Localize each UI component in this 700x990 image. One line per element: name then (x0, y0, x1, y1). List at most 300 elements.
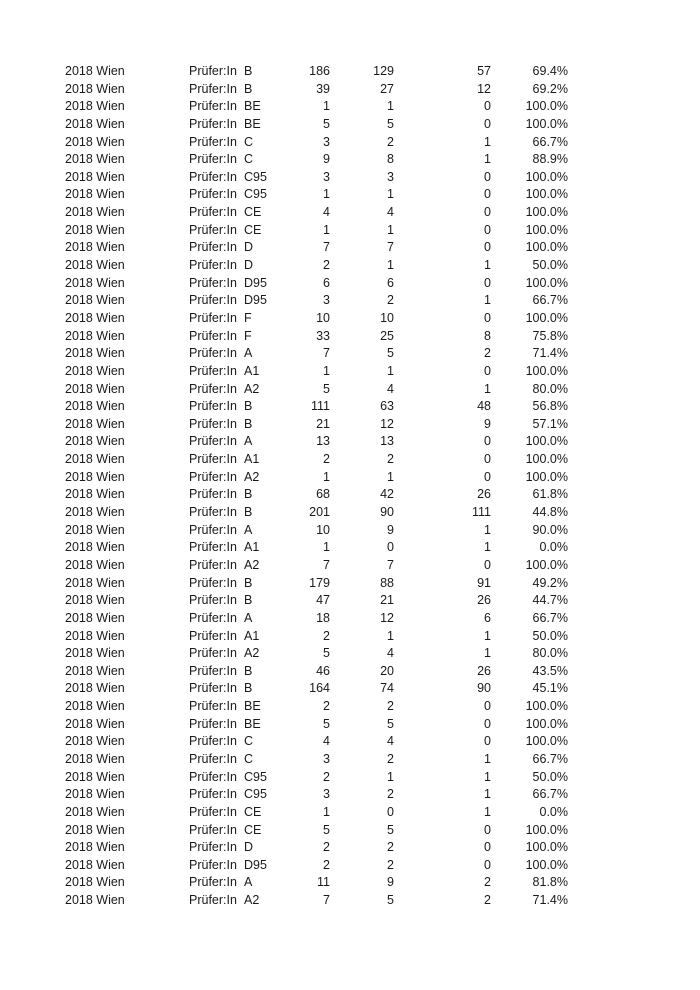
table-row (0, 239, 700, 257)
total-count-cell: 1 (323, 469, 330, 484)
failed-count-cell: 0 (484, 716, 491, 731)
year-location-cell: 2018 Wien (65, 152, 125, 167)
total-count-cell: 5 (323, 646, 330, 661)
year-location-cell: 2018 Wien (65, 522, 125, 537)
license-class-cell: CE (244, 804, 262, 819)
table-row (0, 786, 700, 804)
table-row (0, 874, 700, 892)
examiner-cell: Prüfer:In (189, 575, 237, 590)
total-count-cell: 2 (323, 628, 330, 643)
table-row (0, 892, 700, 910)
license-class-cell: B (244, 399, 253, 414)
passed-count-cell: 1 (387, 628, 394, 643)
passed-count-cell: 8 (387, 152, 394, 167)
total-count-cell: 111 (310, 399, 330, 414)
license-class-cell: C (244, 751, 254, 766)
passed-count-cell: 74 (380, 681, 394, 696)
year-location-cell: 2018 Wien (65, 593, 125, 608)
total-count-cell: 7 (323, 240, 330, 255)
year-location-cell: 2018 Wien (65, 787, 125, 802)
passed-count-cell: 5 (387, 346, 394, 361)
examiner-cell: Prüfer:In (189, 540, 237, 555)
passed-count-cell: 4 (387, 646, 394, 661)
table-row (0, 222, 700, 240)
total-count-cell: 47 (316, 593, 330, 608)
examiner-cell: Prüfer:In (189, 699, 237, 714)
table-row (0, 663, 700, 681)
total-count-cell: 2 (323, 857, 330, 872)
license-class-cell: B (244, 81, 253, 96)
failed-count-cell: 57 (477, 64, 491, 78)
examiner-cell: Prüfer:In (189, 522, 237, 537)
total-count-cell: 3 (323, 751, 330, 766)
pass-rate-cell: 100.0% (525, 434, 568, 449)
pass-rate-cell: 0.0% (539, 540, 568, 555)
failed-count-cell: 0 (484, 857, 491, 872)
table-row (0, 310, 700, 328)
failed-count-cell: 0 (484, 840, 491, 855)
pass-rate-cell: 100.0% (525, 187, 568, 202)
year-location-cell: 2018 Wien (65, 116, 125, 131)
year-location-cell: 2018 Wien (65, 81, 125, 96)
pass-rate-cell: 49.2% (532, 575, 568, 590)
examiner-cell: Prüfer:In (189, 258, 237, 273)
examiner-cell: Prüfer:In (189, 557, 237, 572)
failed-count-cell: 0 (484, 116, 491, 131)
table-row (0, 186, 700, 204)
license-class-cell: B (244, 416, 253, 431)
table-row (0, 733, 700, 751)
total-count-cell: 3 (323, 134, 330, 149)
total-count-cell: 2 (323, 452, 330, 467)
table-row (0, 116, 700, 134)
passed-count-cell: 2 (387, 840, 394, 855)
year-location-cell: 2018 Wien (65, 557, 125, 572)
total-count-cell: 7 (323, 346, 330, 361)
table-row (0, 345, 700, 363)
license-class-cell: B (244, 575, 253, 590)
license-class-cell: BE (244, 99, 261, 114)
table-row (0, 751, 700, 769)
total-count-cell: 1 (323, 99, 330, 114)
table-row (0, 716, 700, 734)
failed-count-cell: 0 (484, 275, 491, 290)
table-row (0, 575, 700, 593)
failed-count-cell: 91 (477, 575, 491, 590)
license-class-cell: D (244, 258, 254, 273)
passed-count-cell: 1 (387, 469, 394, 484)
failed-count-cell: 2 (484, 893, 491, 908)
passed-count-cell: 2 (387, 293, 394, 308)
total-count-cell: 10 (316, 522, 330, 537)
failed-count-cell: 12 (477, 81, 491, 96)
table-row (0, 98, 700, 116)
passed-count-cell: 12 (380, 610, 394, 625)
license-class-cell: A (244, 875, 253, 890)
passed-count-cell: 1 (387, 258, 394, 273)
license-class-cell: B (244, 487, 253, 502)
passed-count-cell: 4 (387, 205, 394, 220)
pass-rate-cell: 100.0% (525, 699, 568, 714)
year-location-cell: 2018 Wien (65, 381, 125, 396)
passed-count-cell: 7 (387, 557, 394, 572)
license-class-cell: A2 (244, 381, 260, 396)
exam-results-table (0, 63, 700, 910)
license-class-cell: A2 (244, 469, 260, 484)
table-row (0, 645, 700, 663)
passed-count-cell: 3 (387, 169, 394, 184)
failed-count-cell: 48 (477, 399, 491, 414)
examiner-cell: Prüfer:In (189, 363, 237, 378)
passed-count-cell: 2 (387, 134, 394, 149)
table-row (0, 63, 700, 81)
table-row (0, 680, 700, 698)
failed-count-cell: 1 (484, 293, 491, 308)
pass-rate-cell: 100.0% (525, 840, 568, 855)
total-count-cell: 1 (323, 804, 330, 819)
year-location-cell: 2018 Wien (65, 575, 125, 590)
examiner-cell: Prüfer:In (189, 751, 237, 766)
examiner-cell: Prüfer:In (189, 399, 237, 414)
license-class-cell: C95 (244, 787, 267, 802)
year-location-cell: 2018 Wien (65, 822, 125, 837)
examiner-cell: Prüfer:In (189, 416, 237, 431)
pass-rate-cell: 88.9% (532, 152, 568, 167)
passed-count-cell: 88 (380, 575, 394, 590)
table-row (0, 257, 700, 275)
examiner-cell: Prüfer:In (189, 328, 237, 343)
passed-count-cell: 1 (387, 222, 394, 237)
failed-count-cell: 0 (484, 205, 491, 220)
failed-count-cell: 26 (477, 663, 491, 678)
pass-rate-cell: 80.0% (532, 381, 568, 396)
total-count-cell: 6 (323, 275, 330, 290)
passed-count-cell: 129 (373, 64, 394, 78)
passed-count-cell: 27 (380, 81, 394, 96)
failed-count-cell: 1 (484, 787, 491, 802)
table-row (0, 134, 700, 152)
passed-count-cell: 1 (387, 99, 394, 114)
license-class-cell: A (244, 346, 253, 361)
license-class-cell: B (244, 64, 253, 78)
total-count-cell: 3 (323, 169, 330, 184)
year-location-cell: 2018 Wien (65, 399, 125, 414)
examiner-cell: Prüfer:In (189, 346, 237, 361)
pass-rate-cell: 69.2% (532, 81, 568, 96)
examiner-cell: Prüfer:In (189, 663, 237, 678)
examiner-cell: Prüfer:In (189, 469, 237, 484)
examiner-cell: Prüfer:In (189, 593, 237, 608)
examiner-cell: Prüfer:In (189, 628, 237, 643)
pass-rate-cell: 69.4% (532, 64, 568, 78)
failed-count-cell: 6 (484, 610, 491, 625)
year-location-cell: 2018 Wien (65, 169, 125, 184)
table-row (0, 363, 700, 381)
year-location-cell: 2018 Wien (65, 134, 125, 149)
total-count-cell: 186 (309, 64, 330, 78)
table-row (0, 275, 700, 293)
license-class-cell: BE (244, 699, 261, 714)
year-location-cell: 2018 Wien (65, 540, 125, 555)
license-class-cell: A2 (244, 557, 260, 572)
examiner-cell: Prüfer:In (189, 646, 237, 661)
license-class-cell: C95 (244, 187, 267, 202)
total-count-cell: 33 (316, 328, 330, 343)
failed-count-cell: 2 (484, 875, 491, 890)
failed-count-cell: 0 (484, 557, 491, 572)
pass-rate-cell: 66.7% (532, 751, 568, 766)
year-location-cell: 2018 Wien (65, 452, 125, 467)
examiner-cell: Prüfer:In (189, 310, 237, 325)
license-class-cell: C95 (244, 769, 267, 784)
failed-count-cell: 0 (484, 699, 491, 714)
examiner-cell: Prüfer:In (189, 240, 237, 255)
pass-rate-cell: 75.8% (532, 328, 568, 343)
examiner-cell: Prüfer:In (189, 505, 237, 520)
table-row (0, 469, 700, 487)
year-location-cell: 2018 Wien (65, 681, 125, 696)
license-class-cell: CE (244, 222, 262, 237)
passed-count-cell: 25 (380, 328, 394, 343)
pass-rate-cell: 100.0% (525, 716, 568, 731)
total-count-cell: 18 (316, 610, 330, 625)
failed-count-cell: 0 (484, 169, 491, 184)
pass-rate-cell: 61.8% (532, 487, 568, 502)
failed-count-cell: 1 (484, 522, 491, 537)
failed-count-cell: 0 (484, 434, 491, 449)
license-class-cell: A1 (244, 628, 260, 643)
year-location-cell: 2018 Wien (65, 310, 125, 325)
examiner-cell: Prüfer:In (189, 205, 237, 220)
passed-count-cell: 1 (387, 363, 394, 378)
examiner-cell: Prüfer:In (189, 804, 237, 819)
license-class-cell: A (244, 610, 253, 625)
year-location-cell: 2018 Wien (65, 434, 125, 449)
pass-rate-cell: 66.7% (532, 293, 568, 308)
pass-rate-cell: 44.8% (532, 505, 568, 520)
table-row (0, 539, 700, 557)
table-row (0, 204, 700, 222)
examiner-cell: Prüfer:In (189, 116, 237, 131)
passed-count-cell: 2 (387, 787, 394, 802)
license-class-cell: F (244, 328, 252, 343)
examiner-cell: Prüfer:In (189, 716, 237, 731)
year-location-cell: 2018 Wien (65, 346, 125, 361)
passed-count-cell: 10 (380, 310, 394, 325)
year-location-cell: 2018 Wien (65, 240, 125, 255)
failed-count-cell: 0 (484, 469, 491, 484)
year-location-cell: 2018 Wien (65, 716, 125, 731)
table-row (0, 610, 700, 628)
table-row (0, 381, 700, 399)
total-count-cell: 5 (323, 822, 330, 837)
pass-rate-cell: 100.0% (525, 240, 568, 255)
passed-count-cell: 42 (380, 487, 394, 502)
table-row (0, 292, 700, 310)
passed-count-cell: 12 (380, 416, 394, 431)
passed-count-cell: 13 (380, 434, 394, 449)
failed-count-cell: 9 (484, 416, 491, 431)
pass-rate-cell: 100.0% (525, 275, 568, 290)
license-class-cell: BE (244, 716, 261, 731)
examiner-cell: Prüfer:In (189, 134, 237, 149)
year-location-cell: 2018 Wien (65, 804, 125, 819)
failed-count-cell: 0 (484, 363, 491, 378)
total-count-cell: 4 (323, 205, 330, 220)
examiner-cell: Prüfer:In (189, 769, 237, 784)
total-count-cell: 10 (316, 310, 330, 325)
pass-rate-cell: 81.8% (532, 875, 568, 890)
total-count-cell: 2 (323, 699, 330, 714)
pass-rate-cell: 80.0% (532, 646, 568, 661)
license-class-cell: A1 (244, 540, 260, 555)
total-count-cell: 1 (323, 363, 330, 378)
pass-rate-cell: 100.0% (525, 469, 568, 484)
pass-rate-cell: 0.0% (539, 804, 568, 819)
failed-count-cell: 1 (484, 381, 491, 396)
total-count-cell: 7 (323, 893, 330, 908)
failed-count-cell: 0 (484, 822, 491, 837)
license-class-cell: B (244, 681, 253, 696)
total-count-cell: 164 (309, 681, 330, 696)
pass-rate-cell: 90.0% (532, 522, 568, 537)
pass-rate-cell: 100.0% (525, 734, 568, 749)
license-class-cell: B (244, 663, 253, 678)
failed-count-cell: 2 (484, 346, 491, 361)
pass-rate-cell: 100.0% (525, 222, 568, 237)
passed-count-cell: 0 (387, 540, 394, 555)
examiner-cell: Prüfer:In (189, 487, 237, 502)
year-location-cell: 2018 Wien (65, 416, 125, 431)
examiner-cell: Prüfer:In (189, 822, 237, 837)
year-location-cell: 2018 Wien (65, 769, 125, 784)
total-count-cell: 3 (323, 293, 330, 308)
year-location-cell: 2018 Wien (65, 64, 125, 78)
license-class-cell: D (244, 240, 254, 255)
license-class-cell: C (244, 734, 254, 749)
passed-count-cell: 5 (387, 893, 394, 908)
passed-count-cell: 2 (387, 857, 394, 872)
examiner-cell: Prüfer:In (189, 893, 237, 908)
examiner-cell: Prüfer:In (189, 734, 237, 749)
year-location-cell: 2018 Wien (65, 663, 125, 678)
examiner-cell: Prüfer:In (189, 681, 237, 696)
year-location-cell: 2018 Wien (65, 222, 125, 237)
year-location-cell: 2018 Wien (65, 328, 125, 343)
passed-count-cell: 9 (387, 875, 394, 890)
total-count-cell: 9 (323, 152, 330, 167)
table-row (0, 628, 700, 646)
failed-count-cell: 1 (484, 152, 491, 167)
total-count-cell: 201 (309, 505, 330, 520)
examiner-cell: Prüfer:In (189, 99, 237, 114)
pass-rate-cell: 100.0% (525, 169, 568, 184)
failed-count-cell: 1 (484, 540, 491, 555)
table-row (0, 169, 700, 187)
passed-count-cell: 63 (380, 399, 394, 414)
year-location-cell: 2018 Wien (65, 857, 125, 872)
table-row (0, 416, 700, 434)
examiner-cell: Prüfer:In (189, 81, 237, 96)
pass-rate-cell: 100.0% (525, 99, 568, 114)
passed-count-cell: 4 (387, 381, 394, 396)
license-class-cell: BE (244, 116, 261, 131)
failed-count-cell: 0 (484, 187, 491, 202)
pass-rate-cell: 57.1% (532, 416, 568, 431)
pass-rate-cell: 100.0% (525, 310, 568, 325)
examiner-cell: Prüfer:In (189, 840, 237, 855)
pass-rate-cell: 50.0% (532, 769, 568, 784)
license-class-cell: A1 (244, 363, 260, 378)
table-row (0, 769, 700, 787)
failed-count-cell: 1 (484, 804, 491, 819)
total-count-cell: 3 (323, 787, 330, 802)
pass-rate-cell: 45.1% (532, 681, 568, 696)
table-row (0, 839, 700, 857)
table-row (0, 822, 700, 840)
total-count-cell: 7 (323, 557, 330, 572)
failed-count-cell: 111 (471, 505, 491, 520)
passed-count-cell: 1 (387, 769, 394, 784)
passed-count-cell: 1 (387, 187, 394, 202)
passed-count-cell: 90 (380, 505, 394, 520)
total-count-cell: 13 (316, 434, 330, 449)
examiner-cell: Prüfer:In (189, 187, 237, 202)
examiner-cell: Prüfer:In (189, 610, 237, 625)
examiner-cell: Prüfer:In (189, 169, 237, 184)
examiner-cell: Prüfer:In (189, 434, 237, 449)
pass-rate-cell: 100.0% (525, 363, 568, 378)
pass-rate-cell: 100.0% (525, 205, 568, 220)
passed-count-cell: 7 (387, 240, 394, 255)
table-row (0, 522, 700, 540)
license-class-cell: D95 (244, 293, 267, 308)
total-count-cell: 1 (323, 187, 330, 202)
passed-count-cell: 5 (387, 116, 394, 131)
license-class-cell: D (244, 840, 254, 855)
pass-rate-cell: 100.0% (525, 452, 568, 467)
passed-count-cell: 4 (387, 734, 394, 749)
license-class-cell: A (244, 522, 253, 537)
license-class-cell: C (244, 152, 254, 167)
passed-count-cell: 6 (387, 275, 394, 290)
pass-rate-cell: 100.0% (525, 857, 568, 872)
license-class-cell: A2 (244, 646, 260, 661)
pass-rate-cell: 100.0% (525, 116, 568, 131)
year-location-cell: 2018 Wien (65, 487, 125, 502)
pass-rate-cell: 56.8% (532, 399, 568, 414)
year-location-cell: 2018 Wien (65, 99, 125, 114)
examiner-cell: Prüfer:In (189, 787, 237, 802)
failed-count-cell: 26 (477, 487, 491, 502)
passed-count-cell: 0 (387, 804, 394, 819)
failed-count-cell: 0 (484, 99, 491, 114)
table-row (0, 398, 700, 416)
total-count-cell: 21 (316, 416, 330, 431)
license-class-cell: A1 (244, 452, 260, 467)
examiner-cell: Prüfer:In (189, 222, 237, 237)
passed-count-cell: 9 (387, 522, 394, 537)
total-count-cell: 39 (316, 81, 330, 96)
table-row (0, 328, 700, 346)
year-location-cell: 2018 Wien (65, 893, 125, 908)
failed-count-cell: 1 (484, 751, 491, 766)
year-location-cell: 2018 Wien (65, 875, 125, 890)
license-class-cell: CE (244, 822, 262, 837)
license-class-cell: C (244, 134, 254, 149)
passed-count-cell: 2 (387, 699, 394, 714)
total-count-cell: 2 (323, 769, 330, 784)
